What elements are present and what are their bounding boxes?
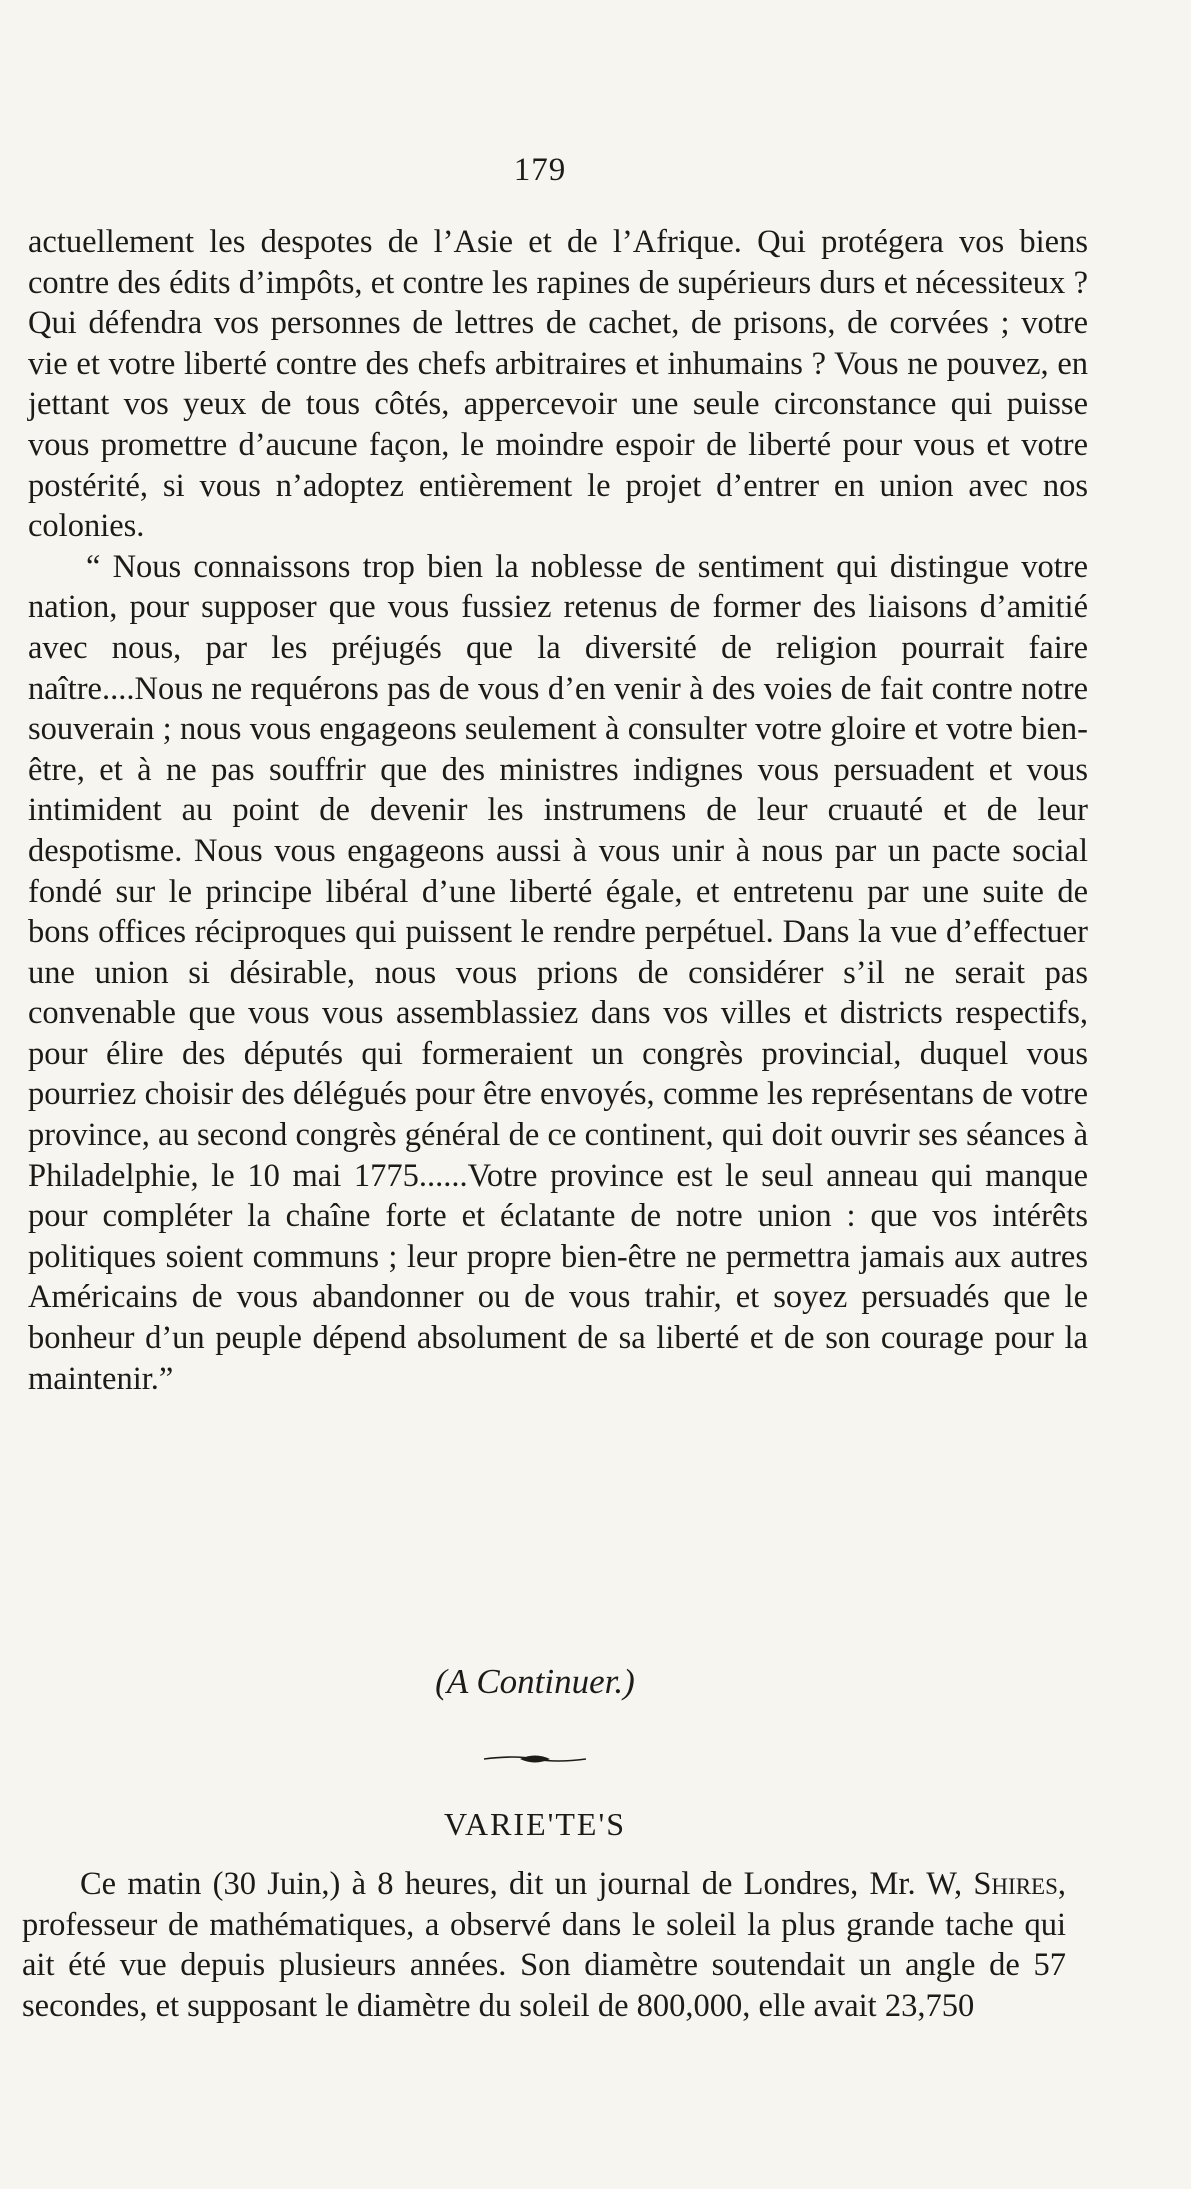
paragraph-1: actuellement les despotes de l’Asie et de l’Afrique. Qui protégera vos biens contre des édits d’impôts, et contre les rapines de supérieurs durs et nécessiteux ? Qui défendra vos personnes de lettres de cachet, de prisons, de corvées ; votre vie et votre liberté contre des chefs arbitraires et inhumains ? Vous ne pouvez, en jettant vos yeux de tous côtés, appercevoir une seule circonstance qui puisse vous promettre d’aucune façon, le moindre espoir de liberté pour vous et votre postérité, si vous n’adoptez entièrement le projet d’entrer en union avec nos colonies. [28, 224, 1088, 545]
varietes-paragraph [22, 1864, 1066, 2026]
section-title: VARIE'TE'S [443, 1806, 627, 1842]
varietes-text-end: , professeur de mathématiques, a observé dans le soleil la plus grande tache qui ait été vue depuis plusieurs années. Son diamètre soutendait un angle de 57 secondes, et supposant le diamètre du soleil de 800,000, elle avait 23,750 [22, 1866, 1066, 2024]
body-text [28, 222, 1088, 1399]
paragraph-2: “ Nous connaissons trop bien la noblesse de sentiment qui distingue votre nation, pour supposer que vous fussiez retenus de former des liaisons d’amitié avec nous, par les préjugés que la diversité de religion pourrait faire naître....Nous ne requérons pas de vous d’en venir à des voies de fait contre notre souverain ; nous vous engageons seulement à consulter votre gloire et votre bien-être, et à ne pas souffrir que des ministres indignes vous persuadent et vous intimident au point de devenir les instrumens de leur cruauté et de leur despotisme. Nous vous engageons aussi à vous unir à nous par un pacte social fondé sur le principe libéral d’une liberté égale, et entretenu par une suite de bons offices réciproques qui puissent le rendre perpétuel. Dans la vue d’effectuer une union si désirable, nous vous prions de considérer s’il ne serait pas convenable que vous vous assemblassiez dans vos villes et districts respectifs, pour élire des députés qui formeraient un congrès provincial, duquel vous pourriez choisir des délégués pour être envoyés, comme les représentans de votre province, au second congrès général de ce continent, qui doit ouvrir ses séances à Philadelphie, le 10 mai 1775......Votre province est le seul anneau qui manque pour compléter la chaîne forte et éclatante de notre union : que vos intérêts politiques soient communs ; leur propre bien-être ne permettra jamais aux autres Américains de vous abandonner ou de vous trahir, et soyez persuadés que le bonheur d’un peuple dépend absolument de sa liberté et de son courage pour la maintenir.” [28, 548, 1088, 1397]
divider-ornament-icon [484, 1752, 586, 1766]
page-number: 179 [513, 152, 567, 188]
continuation-note: (A Continuer.) [435, 1662, 635, 1701]
person-name: Shires [973, 1866, 1058, 1902]
varietes-text [22, 1864, 1066, 2026]
varietes-text-start: Ce matin (30 Juin,) à 8 heures, dit un journal de Londres, Mr. W, [80, 1866, 974, 1902]
